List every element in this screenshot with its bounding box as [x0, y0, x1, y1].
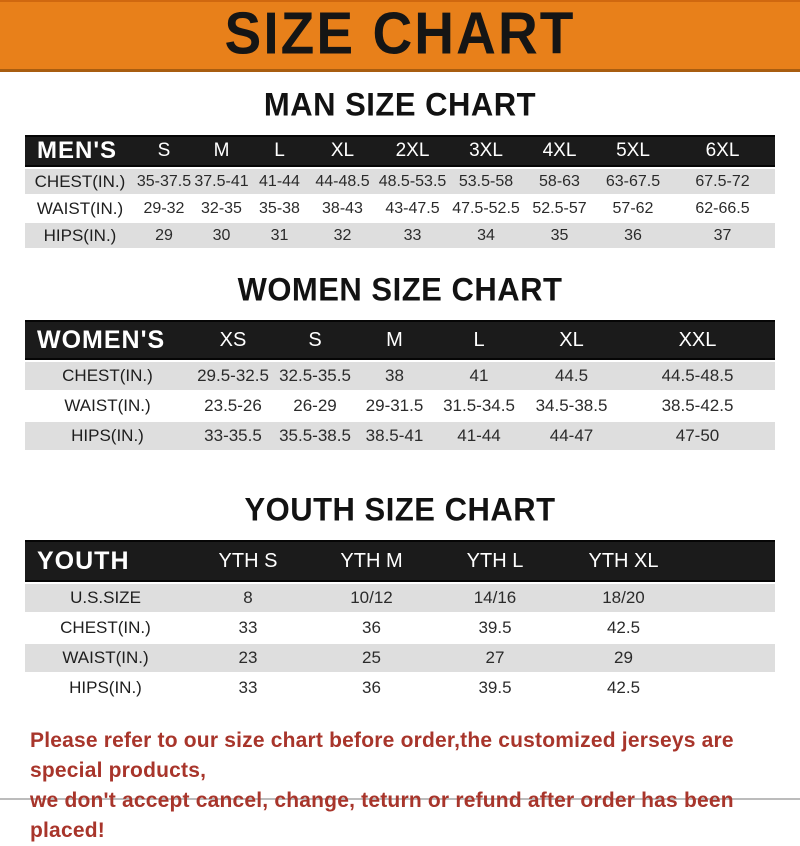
order-policy-line1: Please refer to our size chart before order,the customized jerseys are special products,	[30, 729, 734, 782]
table-cell: 41-44	[250, 169, 309, 194]
row-label: WAIST(IN.)	[25, 644, 186, 672]
table-cell: 35.5-38.5	[276, 422, 354, 450]
table-cell: 29-31.5	[354, 392, 435, 420]
table-cell: 53.5-58	[449, 169, 523, 194]
table-cell: 30	[193, 223, 250, 248]
row-label: WAIST(IN.)	[25, 196, 135, 221]
table-cell: 33	[186, 674, 310, 702]
row-label: CHEST(IN.)	[25, 614, 186, 642]
table-cell: 36	[596, 223, 670, 248]
men-header-row	[25, 135, 775, 167]
table-cell: 36	[310, 674, 433, 702]
size-chart-banner	[0, 0, 800, 72]
men-size-col: S	[135, 135, 193, 167]
men-size-col: XL	[309, 135, 376, 167]
filler-cell	[690, 614, 775, 642]
table-cell: 62-66.5	[670, 196, 775, 221]
men-hips-row	[25, 223, 775, 248]
table-cell: 18/20	[557, 584, 690, 612]
men-waist-row	[25, 196, 775, 221]
table-cell: 57-62	[596, 196, 670, 221]
women-size-col: S	[276, 320, 354, 360]
table-cell: 63-67.5	[596, 169, 670, 194]
table-cell: 42.5	[557, 674, 690, 702]
row-label: U.S.SIZE	[25, 584, 186, 612]
women-size-chart-heading: WOMEN SIZE CHART	[237, 271, 563, 308]
table-cell: 38.5-41	[354, 422, 435, 450]
filler-cell	[690, 584, 775, 612]
table-cell: 27	[433, 644, 557, 672]
table-cell: 38	[354, 362, 435, 390]
table-cell: 29-32	[135, 196, 193, 221]
order-policy-note	[30, 726, 800, 846]
table-cell: 33	[186, 614, 310, 642]
table-cell: 47-50	[620, 422, 775, 450]
man-size-chart-heading: MAN SIZE CHART	[263, 86, 537, 123]
row-label: HIPS(IN.)	[25, 422, 190, 450]
row-label: HIPS(IN.)	[25, 674, 186, 702]
women-header-row	[25, 320, 775, 360]
table-cell: 39.5	[433, 614, 557, 642]
banner-title: SIZE CHART	[224, 0, 576, 67]
men-size-col: 3XL	[449, 135, 523, 167]
table-cell: 14/16	[433, 584, 557, 612]
table-cell: 52.5-57	[523, 196, 596, 221]
men-chest-row	[25, 169, 775, 194]
table-cell: 32	[309, 223, 376, 248]
men-size-col: 6XL	[670, 135, 775, 167]
table-cell: 35-37.5	[135, 169, 193, 194]
table-cell: 29	[557, 644, 690, 672]
youth-waist-row	[25, 644, 775, 672]
table-cell: 32-35	[193, 196, 250, 221]
youth-size-col: YTH S	[186, 540, 310, 582]
men-size-col: 4XL	[523, 135, 596, 167]
table-cell: 10/12	[310, 584, 433, 612]
table-cell: 31.5-34.5	[435, 392, 523, 420]
table-cell: 41-44	[435, 422, 523, 450]
table-cell: 37.5-41	[193, 169, 250, 194]
table-cell: 34.5-38.5	[523, 392, 620, 420]
table-cell: 43-47.5	[376, 196, 449, 221]
table-cell: 23	[186, 644, 310, 672]
women-size-col: XS	[190, 320, 276, 360]
youth-size-table	[25, 538, 775, 704]
youth-table-label: YOUTH	[25, 540, 186, 582]
table-cell: 29	[135, 223, 193, 248]
youth-header-row	[25, 540, 775, 582]
men-size-col: M	[193, 135, 250, 167]
filler-cell	[690, 644, 775, 672]
table-cell: 38.5-42.5	[620, 392, 775, 420]
women-table-label: WOMEN'S	[25, 320, 190, 360]
men-size-col: 2XL	[376, 135, 449, 167]
youth-size-col: YTH L	[433, 540, 557, 582]
women-hips-row	[25, 422, 775, 450]
youth-chest-row	[25, 614, 775, 642]
filler-cell	[690, 540, 775, 582]
row-label: HIPS(IN.)	[25, 223, 135, 248]
table-cell: 29.5-32.5	[190, 362, 276, 390]
table-cell: 41	[435, 362, 523, 390]
row-label: CHEST(IN.)	[25, 362, 190, 390]
table-cell: 48.5-53.5	[376, 169, 449, 194]
men-size-col: L	[250, 135, 309, 167]
table-cell: 47.5-52.5	[449, 196, 523, 221]
table-cell: 42.5	[557, 614, 690, 642]
row-label: WAIST(IN.)	[25, 392, 190, 420]
women-chest-row	[25, 362, 775, 390]
youth-size-col: YTH XL	[557, 540, 690, 582]
table-cell: 44.5-48.5	[620, 362, 775, 390]
table-cell: 67.5-72	[670, 169, 775, 194]
table-cell: 44.5	[523, 362, 620, 390]
table-cell: 35-38	[250, 196, 309, 221]
order-policy-line2: we don't accept cancel, change, teturn or refund after order has been placed!	[30, 789, 734, 842]
women-size-col: XL	[523, 320, 620, 360]
youth-size-col: YTH M	[310, 540, 433, 582]
table-cell: 35	[523, 223, 596, 248]
table-cell: 23.5-26	[190, 392, 276, 420]
row-label: CHEST(IN.)	[25, 169, 135, 194]
men-table-label: MEN'S	[25, 135, 135, 167]
women-size-col: XXL	[620, 320, 775, 360]
table-cell: 37	[670, 223, 775, 248]
table-cell: 38-43	[309, 196, 376, 221]
table-cell: 39.5	[433, 674, 557, 702]
table-cell: 25	[310, 644, 433, 672]
table-cell: 36	[310, 614, 433, 642]
table-cell: 58-63	[523, 169, 596, 194]
youth-size-chart-heading: YOUTH SIZE CHART	[244, 491, 556, 528]
filler-cell	[690, 674, 775, 702]
women-waist-row	[25, 392, 775, 420]
men-size-col: 5XL	[596, 135, 670, 167]
table-cell: 31	[250, 223, 309, 248]
men-size-table	[25, 133, 775, 250]
women-size-col: L	[435, 320, 523, 360]
women-size-table	[25, 318, 775, 452]
table-cell: 44-48.5	[309, 169, 376, 194]
table-cell: 44-47	[523, 422, 620, 450]
table-cell: 32.5-35.5	[276, 362, 354, 390]
table-cell: 8	[186, 584, 310, 612]
table-cell: 34	[449, 223, 523, 248]
youth-hips-row	[25, 674, 775, 702]
table-cell: 33-35.5	[190, 422, 276, 450]
youth-ussize-row	[25, 584, 775, 612]
table-cell: 33	[376, 223, 449, 248]
table-cell: 26-29	[276, 392, 354, 420]
women-size-col: M	[354, 320, 435, 360]
